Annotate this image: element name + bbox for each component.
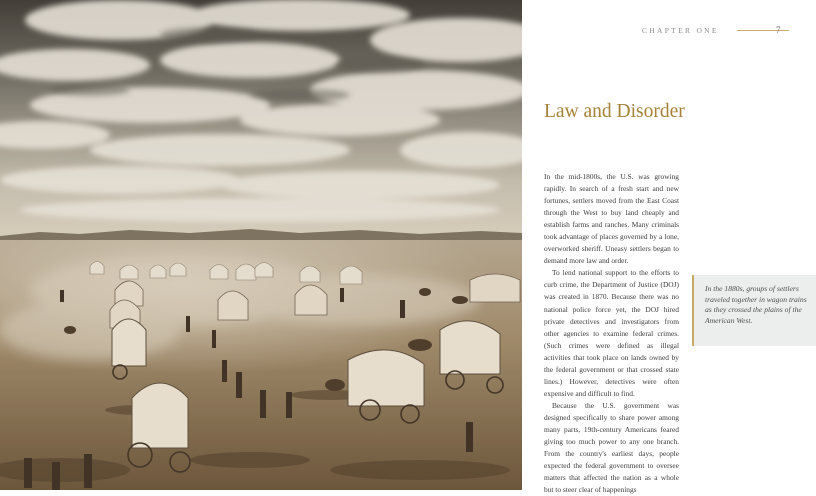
text-page [522,0,816,495]
chapter-running-head: CHAPTER ONE [642,26,719,35]
running-head-rule [737,30,789,31]
paragraph: In the mid-1800s, the U.S. was growing rapidly. In search of a fresh start and new fortunes, settlers moved from the East Coast through the West to buy land cheaply and establish farms and ranches. Many criminals took advantage of places governed by a lone, overworked sheriff. Uneasy settlers began to demand more law and order. [544,172,679,266]
page-number: 7 [776,25,781,35]
sidebar-caption: In the 1880s, groups of settlers traveled together in wagon trains as they crossed the plains of the American West. [705,284,807,325]
paragraph: Because the U.S. government was designed specifically to share power among many parts, 19th-century Americans feared giving too much power to any one branch. From the country's earliest days, people expected the federal government to oversee matters that affected the nation as a whole but to steer clear of happenings [544,400,679,495]
sidebar-callout [692,275,816,346]
paragraph: To lend national support to the efforts to curb crime, the Department of Justice (DOJ) was created in 1870. Because there was no national police force yet, the DOJ hired private detectives and investigators from other agencies to examine federal crimes. (Such crimes were defined as illegal activities that took place on lands owned by the federal government or that crossed state lines.) However, detectives were often expensive and difficult to find. [544,268,679,398]
body-text [544,171,679,496]
section-title: Law and Disorder [544,101,685,122]
